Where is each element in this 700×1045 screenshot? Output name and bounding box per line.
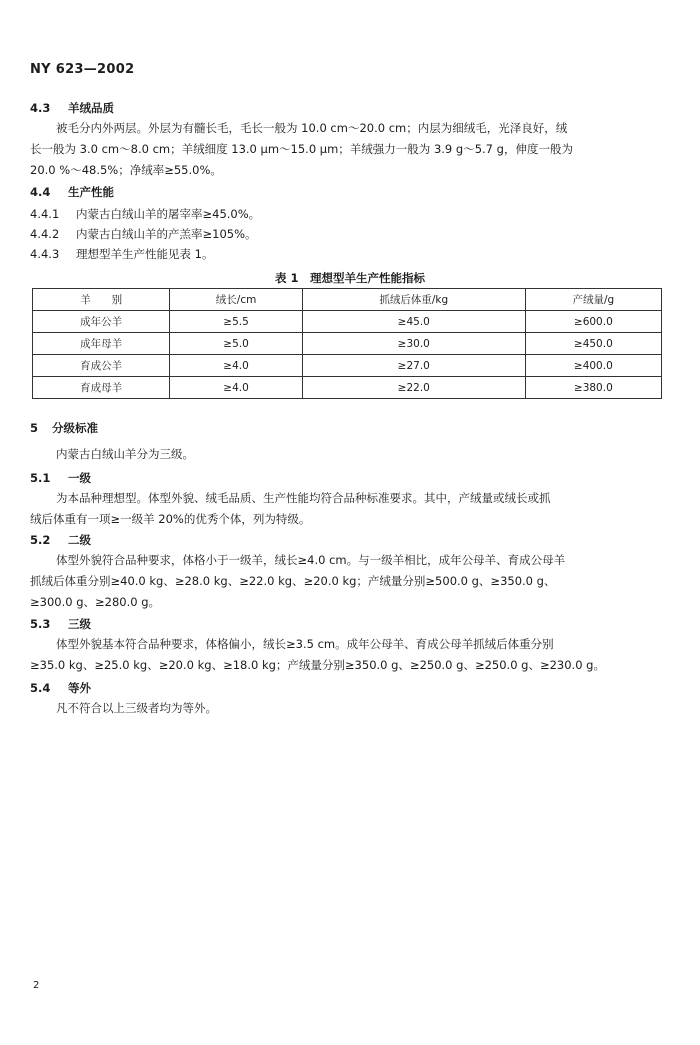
section-title: 生产性能 — [68, 185, 114, 199]
document-header: NY 623—2002 — [30, 62, 135, 77]
section-number: 5.3 — [30, 617, 51, 631]
text-line: 抓绒后体重分别≥40.0 kg、≥28.0 kg、≥22.0 kg、≥20.0 kg；产绒量分别≥500.0 g、≥350.0 g、 — [30, 574, 556, 588]
text-line: 绒后体重有一项≥一级羊 20%的优秀个体，列为特级。 — [30, 512, 311, 526]
text-line: 体型外貌符合品种要求，体格小于一级羊，绒长≥4.0 cm。与一级羊相比，成年公母羊、育成公母羊 — [56, 553, 566, 567]
text-line: 被毛分内外两层。外层为有髓长毛，毛长一般为 10.0 cm～20.0 cm；内层为细绒毛，光泽良好，绒 — [56, 121, 568, 135]
section-title: 二级 — [68, 533, 91, 547]
section-5-2-heading — [30, 532, 91, 548]
section-title: 羊绒品质 — [68, 101, 114, 115]
table-cell: 育成母羊 — [33, 377, 170, 399]
section-4-4-3 — [30, 246, 213, 262]
section-number: 4.3 — [30, 101, 51, 115]
text-line: 20.0 %～48.5%；净绒率≥55.0%。 — [30, 163, 222, 177]
text-line: 长一般为 3.0 cm～8.0 cm；羊绒细度 13.0 μm～15.0 μm；羊绒强力一般为 3.9 g～5.7 g，伸度一般为 — [30, 142, 573, 156]
text-line: 体型外貌基本符合品种要求，体格偏小，绒长≥3.5 cm。成年公母羊、育成公母羊抓绒后体重分别 — [56, 637, 554, 651]
performance-table — [32, 288, 662, 399]
section-text: 内蒙古白绒山羊的屠宰率≥45.0%。 — [76, 207, 261, 221]
section-title: 等外 — [68, 681, 91, 695]
table-header-cell: 产绒量/g — [525, 289, 661, 311]
section-5-4-text: 凡不符合以上三级者均为等外。 — [56, 701, 217, 715]
section-5-3-paragraph — [30, 634, 670, 676]
section-4-4-1 — [30, 206, 260, 222]
section-number: 4.4.3 — [30, 247, 60, 261]
section-number: 5.1 — [30, 471, 51, 485]
table-row — [33, 333, 662, 355]
section-title: 三级 — [68, 617, 91, 631]
table-row — [33, 311, 662, 333]
table-caption: 表 1 理想型羊生产性能指标 — [274, 271, 425, 285]
section-5-text: 内蒙古白绒山羊分为三级。 — [56, 447, 194, 461]
section-text: 理想型羊生产性能见表 1。 — [76, 247, 214, 261]
table-cell: 育成公羊 — [33, 355, 170, 377]
section-number: 4.4 — [30, 185, 51, 199]
table-cell: ≥600.0 — [525, 311, 661, 333]
table-header-cell: 羊 别 — [33, 289, 170, 311]
section-4-3-heading — [30, 100, 114, 116]
section-title: 一级 — [68, 471, 91, 485]
table-cell: 成年母羊 — [33, 333, 170, 355]
section-5-heading — [30, 420, 98, 436]
text-line: ≥300.0 g、≥280.0 g。 — [30, 595, 161, 609]
section-5-1-heading — [30, 470, 91, 486]
table-cell: ≥5.5 — [170, 311, 303, 333]
table-row — [33, 355, 662, 377]
table-cell: ≥45.0 — [302, 311, 525, 333]
section-5-2-paragraph — [30, 550, 670, 613]
text-line: 为本品种理想型。体型外貌、绒毛品质、生产性能均符合品种标准要求。其中，产绒量或绒长或抓 — [56, 491, 551, 505]
table-header-cell: 绒长/cm — [170, 289, 303, 311]
section-5-4-heading — [30, 680, 91, 696]
section-4-3-paragraph — [30, 118, 670, 181]
section-number: 4.4.2 — [30, 227, 60, 241]
table-cell: ≥5.0 — [170, 333, 303, 355]
table-cell: ≥4.0 — [170, 355, 303, 377]
section-title: 分级标准 — [52, 421, 98, 435]
page-number: 2 — [33, 980, 40, 991]
table-cell: ≥450.0 — [525, 333, 661, 355]
table-cell: ≥22.0 — [302, 377, 525, 399]
section-number: 4.4.1 — [30, 207, 60, 221]
table-header-cell: 抓绒后体重/kg — [302, 289, 525, 311]
section-number: 5 — [30, 421, 39, 435]
section-4-4-heading — [30, 184, 114, 200]
section-5-1-paragraph — [30, 488, 670, 530]
table-header-row — [33, 289, 662, 311]
table-cell: 成年公羊 — [33, 311, 170, 333]
section-number: 5.2 — [30, 533, 51, 547]
table-cell: ≥400.0 — [525, 355, 661, 377]
section-5-3-heading — [30, 616, 91, 632]
table-cell: ≥4.0 — [170, 377, 303, 399]
section-text: 内蒙古白绒山羊的产羔率≥105%。 — [76, 227, 257, 241]
section-4-4-2 — [30, 226, 257, 242]
table-cell: ≥30.0 — [302, 333, 525, 355]
table-cell: ≥27.0 — [302, 355, 525, 377]
text-line: ≥35.0 kg、≥25.0 kg、≥20.0 kg、≥18.0 kg；产绒量分别≥350.0 g、≥250.0 g、≥250.0 g、≥230.0 g。 — [30, 658, 605, 672]
section-number: 5.4 — [30, 681, 51, 695]
table-cell: ≥380.0 — [525, 377, 661, 399]
table-row — [33, 377, 662, 399]
